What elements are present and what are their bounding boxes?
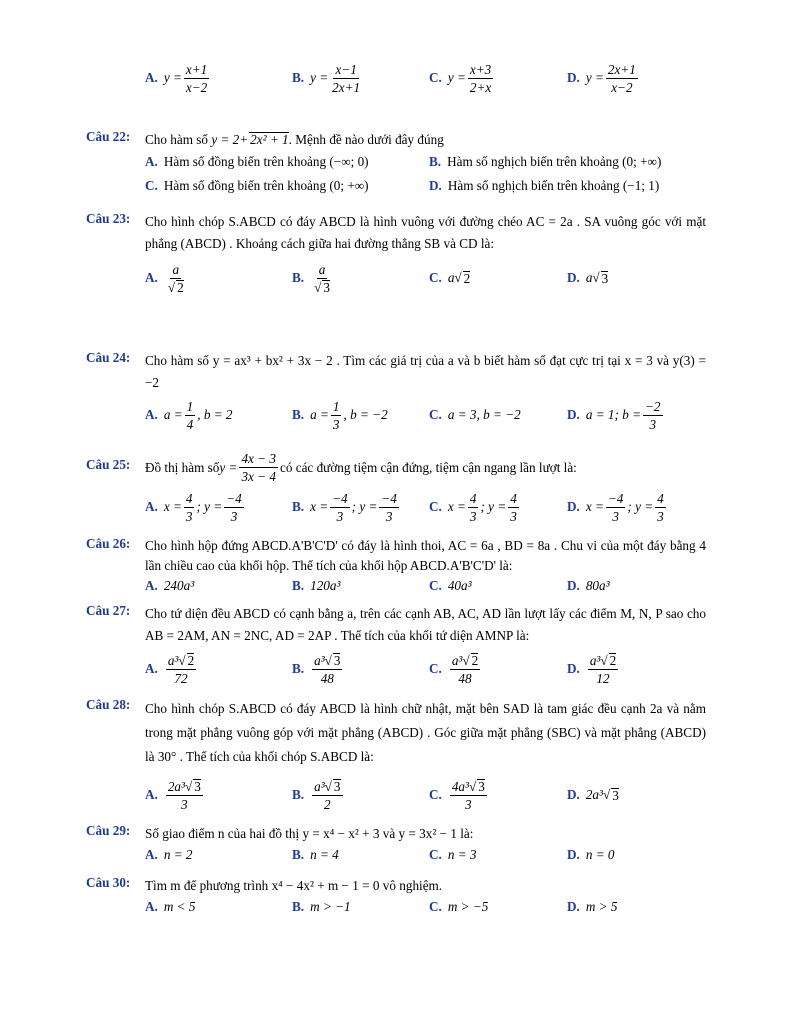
option-a[interactable]: A. $\frac{a}{√ 2}$ [145, 261, 184, 295]
question-text: Cho hình chóp S.ABCD có đáy ABCD là hình chữ nhật, mặt bên SAD là tam giác đều cạnh 2a và nằm trong mặt phẳng vuông góp với mặt phẳng (ABCD) . Góc giữa mặt phẳng (SBC) và mặt phẳng (ABCD) là 30° . Thể tích của khối chóp S.ABCD là: [145, 701, 706, 764]
question-number: Câu 27: [86, 603, 131, 618]
option-b[interactable]: B. m > −1 [292, 899, 351, 914]
option-b[interactable]: B. x = $\frac{-4}{3}$ ; y = $\frac{-4}{3}$ [292, 490, 397, 524]
question-number: Câu 22: [86, 129, 131, 144]
option-c[interactable]: C. 40a³ [429, 578, 472, 593]
question-text: Số giao điểm n của hai đồ thị y = x⁴ − x² + 3 và y = 3x² − 1 là: [145, 826, 474, 841]
option-a[interactable]: A. y = $\frac{x+1}{x-2}$ [145, 61, 208, 95]
option-a[interactable]: A. Hàm số đồng biến trên khoảng (−∞; 0) [145, 154, 369, 169]
question-text: Đồ thị hàm số y = $\frac{4x - 3}{3x - 4}$ có các đường tiệm cận đứng, tiệm cận ngang lần lượt là: [145, 451, 577, 484]
question-24 [86, 350, 706, 436]
option-d[interactable]: D. Hàm số nghịch biến trên khoảng (−1; 1) [429, 178, 660, 193]
option-b[interactable]: B. $\frac{a}{√ 3}$ [292, 261, 330, 295]
question-25 [86, 450, 706, 529]
question-text: Cho hàm số y = ax³ + bx² + 3x − 2 . Tìm các giá trị của a và b biết hàm số đạt cực trị tại x = 3 và y(3) = −2 [145, 353, 706, 390]
option-c[interactable]: C. x = $\frac{4}{3}$ ; y = $\frac{4}{3}$ [429, 490, 517, 524]
question-number: Câu 26: [86, 536, 131, 551]
question-text: Cho hàm số y = 2+ 2x² + 1. Mệnh đề nào dưới đây đúng [145, 132, 444, 147]
option-d[interactable]: D. y = $\frac{2x+1}{x-2}$ [567, 61, 636, 95]
option-d[interactable]: D. a √ 3 [567, 270, 609, 286]
option-c[interactable]: C. $\frac{\text{4a³√ 3}}{3}$ [429, 778, 485, 812]
option-d[interactable]: D. 80a³ [567, 578, 610, 593]
fraction: $\frac{x-1}{2x+1}$ [332, 61, 361, 95]
option-d[interactable]: D. 2a³ √ 3 [567, 787, 619, 803]
question-number: Câu 23: [86, 211, 131, 226]
question-number: Câu 29: [86, 823, 131, 838]
option-b[interactable]: B. n = 4 [292, 847, 339, 862]
question-26 [86, 536, 706, 596]
fraction: $\frac{x+1}{x-2}$ [185, 61, 208, 95]
question-text: Cho tứ diện đều ABCD có cạnh bằng a, trên các cạnh AB, AC, AD lần lượt lấy các điểm M, N, P sao cho AB = 2AM, AN = 2NC, AD = 2AP . Thể tích của khối tứ diện AMNP là: [145, 606, 706, 643]
option-c[interactable]: C. n = 3 [429, 847, 477, 862]
question-number: Câu 30: [86, 875, 131, 890]
option-a[interactable]: A. a = $\frac{1}{4}$ , b = 2 [145, 398, 233, 432]
option-b[interactable]: B. y = $\frac{x-1}{2x+1}$ [292, 61, 361, 95]
option-d[interactable]: D. $\frac{\text{a³√ 2}}{12}$ [567, 652, 617, 686]
option-b[interactable]: B. 120a³ [292, 578, 341, 593]
option-c[interactable]: C. y = $\frac{x+3}{2+x}$ [429, 61, 492, 95]
option-a[interactable]: A. $\frac{\text{a³√ 2}}{72}$ [145, 652, 195, 686]
option-a[interactable]: A. m < 5 [145, 899, 196, 914]
question-30 [86, 875, 706, 917]
question-text: Tìm m để phương trình x⁴ − 4x² + m − 1 = 0 vô nghiệm. [145, 878, 443, 893]
question-number: Câu 28: [86, 697, 131, 712]
question-29 [86, 823, 706, 865]
option-b[interactable]: B. Hàm số nghịch biến trên khoảng (0; +∞) [429, 154, 662, 169]
option-d[interactable]: D. m > 5 [567, 899, 618, 914]
question-23 [86, 211, 706, 301]
option-b[interactable]: B. $\frac{\text{a³√ 3}}{48}$ [292, 652, 341, 686]
question-27 [86, 603, 706, 691]
option-a[interactable]: A. $\frac{\text{2a³√ 3}}{3}$ [145, 778, 201, 812]
fraction: $\frac{x+3}{2+x}$ [469, 61, 492, 95]
option-b[interactable]: B. a = $\frac{1}{3}$ , b = −2 [292, 398, 388, 432]
question-number: Câu 25: [86, 457, 131, 472]
option-c[interactable]: C. m > −5 [429, 899, 489, 914]
option-c[interactable]: C. Hàm số đồng biến trên khoảng (0; +∞) [145, 178, 369, 193]
option-d[interactable]: D. x = $\frac{-4}{3}$ ; y = $\frac{4}{3}$ [567, 490, 664, 524]
question-text: Cho hình chóp S.ABCD có đáy ABCD là hình vuông với đường chéo AC = 2a . SA vuông góc với mặt phẳng (ABCD) . Khoảng cách giữa hai đường thẳng SB và CD là: [145, 214, 706, 251]
question-21-options [86, 58, 706, 98]
option-a[interactable]: A. 240a³ [145, 578, 195, 593]
question-text: Cho hình hộp đứng ABCD.A'B'C'D' có đáy là hình thoi, AC = 6a , BD = 8a . Chu vi của một đáy bằng 4 lần chiều cao của khối hộp. Thể tích của khối hộp ABCD.A'B'C'D' là: [145, 538, 706, 573]
fraction: $\frac{2x+1}{x-2}$ [607, 61, 636, 95]
option-a[interactable]: A. n = 2 [145, 847, 193, 862]
option-d[interactable]: D. a = 1; b = $\frac{-2}{3}$ [567, 398, 661, 432]
option-a[interactable]: A. x = $\frac{4}{3}$ ; y = $\frac{-4}{3}$ [145, 490, 242, 524]
option-b[interactable]: B. $\frac{\text{a³√ 3}}{2}$ [292, 778, 341, 812]
option-d[interactable]: D. n = 0 [567, 847, 615, 862]
square-root: 2x² + 1 [250, 132, 289, 147]
option-c[interactable]: C. a = 3, b = −2 [429, 407, 521, 422]
question-28 [86, 697, 706, 819]
option-c[interactable]: C. $\frac{\text{a³√ 2}}{48}$ [429, 652, 479, 686]
question-number: Câu 24: [86, 350, 131, 365]
question-22 [86, 129, 706, 199]
option-c[interactable]: C. a √ 2 [429, 270, 471, 286]
